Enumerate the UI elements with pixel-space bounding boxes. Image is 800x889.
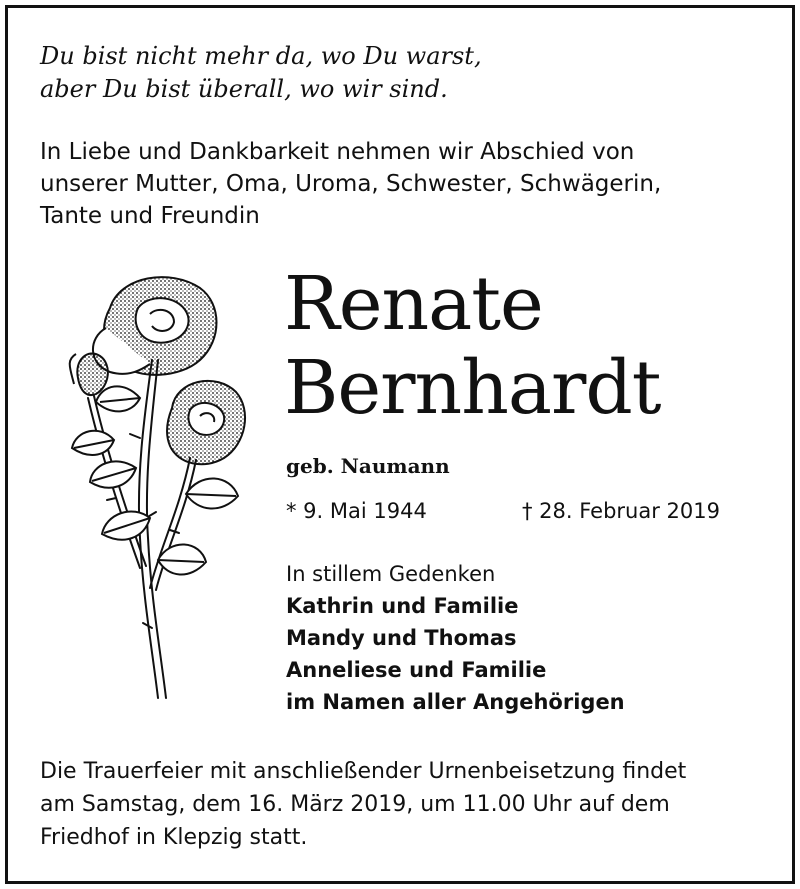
ceremony-text: [40, 755, 770, 854]
mourners-block: [286, 558, 625, 718]
mourner-name: im Namen aller Angehörigen: [286, 690, 625, 714]
first-name: Renate: [284, 261, 543, 347]
motto-line: Du bist nicht mehr da, wo Du warst,: [40, 42, 482, 70]
maiden-name: geb. Naumann: [286, 454, 450, 478]
intro-line: In Liebe und Dankbarkeit nehmen wir Abschied von: [40, 139, 635, 165]
intro-text: [40, 136, 760, 232]
motto-line: aber Du bist überall, wo wir sind.: [40, 75, 448, 103]
intro-line: unserer Mutter, Oma, Uroma, Schwester, Schwägerin,: [40, 171, 662, 197]
ceremony-line: Friedhof in Klepzig statt.: [40, 825, 308, 850]
mourner-name: Anneliese und Familie: [286, 658, 547, 682]
mourner-name: Mandy und Thomas: [286, 626, 517, 650]
motto: [40, 40, 640, 106]
mourner-name: Kathrin und Familie: [286, 594, 519, 618]
last-name: Bernhardt: [284, 345, 661, 431]
birth-date: * 9. Mai 1944: [286, 499, 427, 523]
ceremony-line: am Samstag, dem 16. März 2019, um 11.00 Uhr auf dem: [40, 792, 670, 817]
rose-icon: [40, 268, 250, 708]
mourners-heading: In stillem Gedenken: [286, 562, 496, 586]
intro-line: Tante und Freundin: [40, 203, 260, 229]
deceased-name: [284, 262, 660, 430]
death-date: † 28. Februar 2019: [522, 499, 720, 523]
ceremony-line: Die Trauerfeier mit anschließender Urnenbeisetzung findet: [40, 759, 687, 784]
